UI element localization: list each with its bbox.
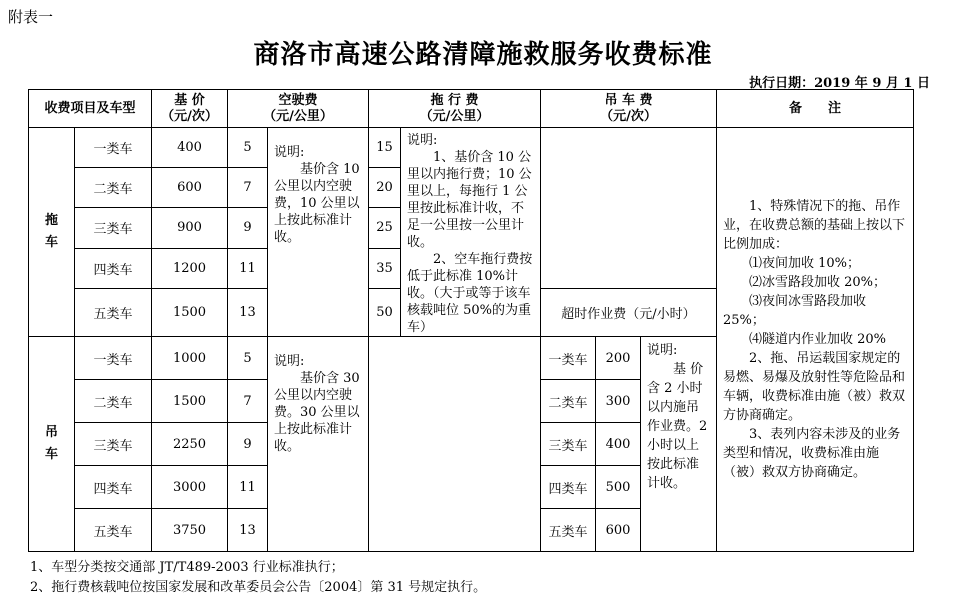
footnote-1: 1、车型分类按交通部 JT/T489-2003 行业标准执行； xyxy=(30,560,344,575)
header-empty xyxy=(228,90,369,128)
header-empty-line1: 空驶费 xyxy=(278,92,318,108)
tow-crane-blank xyxy=(541,128,717,289)
tow-group-label-top: 拖 xyxy=(44,213,58,228)
crane-row-base: 2250 xyxy=(152,423,228,466)
crane-overtime-fee: 400 xyxy=(596,423,641,466)
crane-group-label-bottom: 车 xyxy=(44,447,58,462)
crane-row-base: 3750 xyxy=(152,509,228,552)
tow-row-tow-fee: 25 xyxy=(369,208,401,248)
header-remark: 备 注 xyxy=(717,90,914,128)
crane-tow-blank xyxy=(369,337,541,552)
header-tow-line2: （元/公里） xyxy=(419,108,490,124)
tow-row-tow-fee: 20 xyxy=(369,168,401,208)
remark-line: ⑷隧道内作业加收 20% xyxy=(723,332,887,347)
crane-group-label xyxy=(29,337,75,552)
crane-row-type: 一类车 xyxy=(75,337,152,380)
crane-overtime-type: 五类车 xyxy=(541,509,596,552)
tow-row-empty: 13 xyxy=(228,288,268,336)
tow-row-base: 900 xyxy=(152,208,228,248)
remark-line: 3、表列内容未涉及的业务类型和情况，收费标准由施（被）救双方协商确定。 xyxy=(723,427,901,480)
header-base xyxy=(152,90,228,128)
crane-fee-note: 说明: 基 价含 2 小时以内施吊作业费。2 小时以上按此标准计收。 xyxy=(641,337,717,552)
tow-row-type: 五类车 xyxy=(75,288,152,336)
tow-row-tow-fee: 50 xyxy=(369,288,401,336)
header-crane-line2: （元/次） xyxy=(600,108,657,124)
header-empty-line2: （元/公里） xyxy=(263,108,333,124)
remarks-cell xyxy=(717,128,914,552)
tow-row-empty: 7 xyxy=(228,168,268,208)
crane-overtime-type: 一类车 xyxy=(541,337,596,380)
tow-row-type: 三类车 xyxy=(75,208,152,248)
tow-row-type: 一类车 xyxy=(75,128,152,168)
remark-line: ⑵冰雪路段加收 20%； xyxy=(723,275,887,290)
remark-line: ⑶夜间冰雪路段加收 25%； xyxy=(723,294,867,328)
header-base-line1: 基 价 xyxy=(174,92,205,108)
crane-row-empty: 9 xyxy=(228,423,268,466)
remark-line: ⑴夜间加收 10%； xyxy=(723,256,861,271)
crane-row-base: 3000 xyxy=(152,466,228,509)
page-title: 商洛市高速公路清障施救服务收费标准 xyxy=(253,40,713,70)
crane-row-type: 二类车 xyxy=(75,380,152,423)
crane-row-base: 1500 xyxy=(152,380,228,423)
annex-label: 附表一 xyxy=(8,8,54,26)
tow-row-empty: 11 xyxy=(228,248,268,288)
crane-overtime-fee: 500 xyxy=(596,466,641,509)
tow-row-type: 二类车 xyxy=(75,168,152,208)
header-crane-line1: 吊 车 费 xyxy=(604,92,653,108)
tow-row-base: 1500 xyxy=(152,288,228,336)
tow-fee-note: 说明: 1、基价含 10 公里以内拖行费；10 公里以上，每拖行 1 公里按此标准计收，不足一公里按一公里计收。 2、空车拖行费按低于此标准 10%计收。（大于或等于该车核载吨位 50%的为重车） xyxy=(401,128,541,337)
remark-line: 1、特殊情况下的拖、吊作业，在收费总额的基础上按以下比例加成： xyxy=(723,199,906,252)
tow-row-type: 四类车 xyxy=(75,248,152,288)
tow-row-empty: 5 xyxy=(228,128,268,168)
crane-row-empty: 5 xyxy=(228,337,268,380)
effective-date: 执行日期：2019 年 9 月 1 日 xyxy=(749,76,930,91)
crane-overtime-fee: 200 xyxy=(596,337,641,380)
tow-row-tow-fee: 35 xyxy=(369,248,401,288)
tow-row-empty: 9 xyxy=(228,208,268,248)
crane-group-label-top: 吊 xyxy=(44,425,58,440)
crane-row-empty: 7 xyxy=(228,380,268,423)
header-base-line2: （元/次） xyxy=(161,108,218,124)
tow-row-base: 600 xyxy=(152,168,228,208)
tow-empty-note: 说明: 基价含 10 公里以内空驶费，10 公里以上按此标准计收。 xyxy=(268,128,369,337)
overtime-fee-label: 超时作业费（元/小时） xyxy=(541,288,717,336)
crane-overtime-type: 二类车 xyxy=(541,380,596,423)
remark-line: 2、拖、吊运载国家规定的易燃、易爆及放射性等危险品和车辆，收费标准由施（被）救双方协商确定。 xyxy=(723,351,906,423)
crane-overtime-fee: 600 xyxy=(596,509,641,552)
fee-table xyxy=(28,89,914,552)
crane-row-base: 1000 xyxy=(152,337,228,380)
crane-overtime-type: 三类车 xyxy=(541,423,596,466)
tow-group-label xyxy=(29,128,75,337)
crane-overtime-fee: 300 xyxy=(596,380,641,423)
crane-row-empty: 13 xyxy=(228,509,268,552)
crane-empty-note: 说明: 基价含 30 公里以内空驶费。30 公里以上按此标准计收。 xyxy=(268,337,369,552)
tow-row-tow-fee: 15 xyxy=(369,128,401,168)
header-tow-line1: 拖 行 费 xyxy=(430,92,479,108)
crane-row-empty: 11 xyxy=(228,466,268,509)
tow-row-base: 1200 xyxy=(152,248,228,288)
header-crane xyxy=(541,90,717,128)
crane-row-type: 五类车 xyxy=(75,509,152,552)
header-tow xyxy=(369,90,541,128)
tow-row-base: 400 xyxy=(152,128,228,168)
crane-overtime-type: 四类车 xyxy=(541,466,596,509)
footnote-2: 2、拖行费核载吨位按国家发展和改革委员会公告〔2004〕第 31 号规定执行。 xyxy=(30,580,487,595)
header-item: 收费项目及车型 xyxy=(29,90,152,128)
crane-row-type: 四类车 xyxy=(75,466,152,509)
crane-row-type: 三类车 xyxy=(75,423,152,466)
tow-group-label-bottom: 车 xyxy=(44,235,58,250)
